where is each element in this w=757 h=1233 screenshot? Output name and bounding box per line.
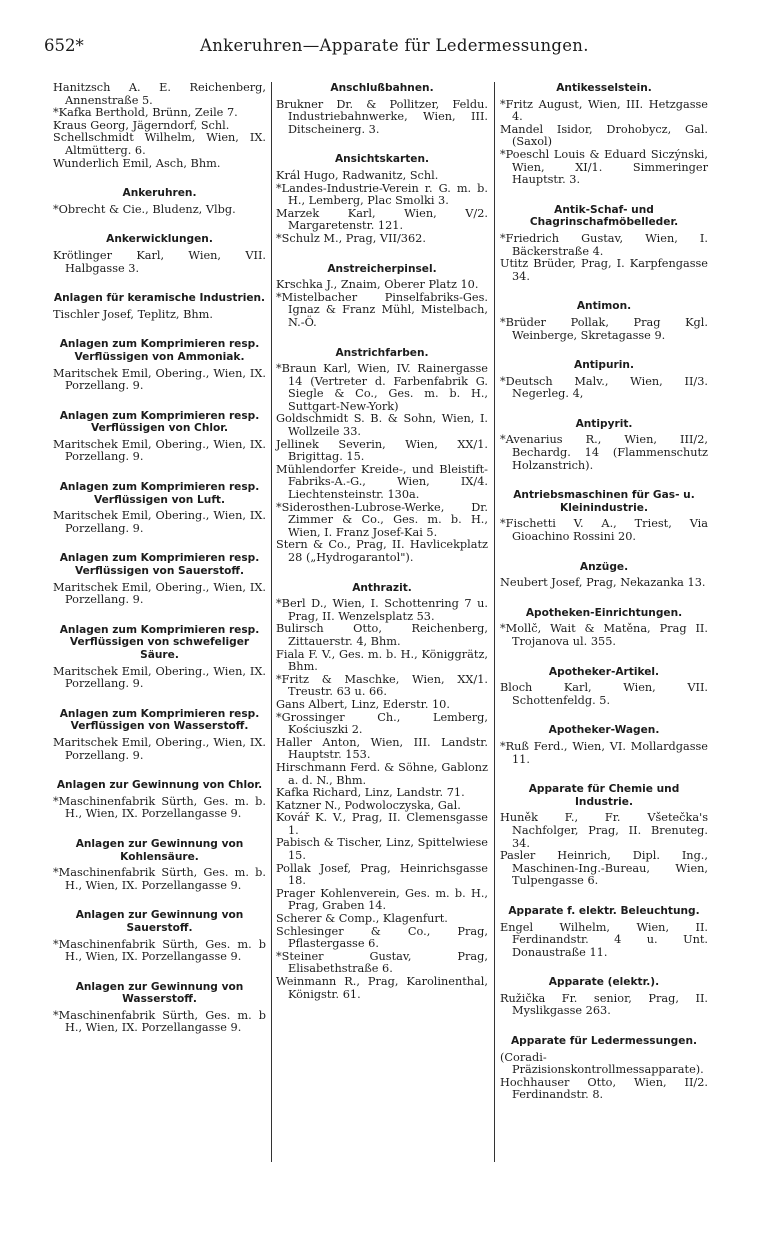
section-heading: Anlagen zum Komprimieren resp. Verflüssigen von Wasserstoff. bbox=[59, 707, 260, 733]
directory-entry: *Obrecht & Cie., Bludenz, Vlbg. bbox=[53, 202, 236, 216]
section-heading: Ankeruhren. bbox=[122, 187, 197, 200]
directory-entry: Pabisch & Tischer, Linz, Spittelwiese 15. bbox=[276, 836, 488, 863]
section-heading: Anlagen zur Gewinnung von Kohlensäure. bbox=[75, 837, 244, 863]
directory-entry: Weinmann R., Prag, Karolinenthal, Königstr. 61. bbox=[276, 975, 488, 1001]
directory-entry: Maritschek Emil, Obering., Wien, IX. Porzellang. 9. bbox=[53, 664, 266, 691]
directory-entry: Stern & Co., Prag, II. Havlicekplatz 28 („Hydrogarantol"). bbox=[276, 538, 488, 564]
directory-entry: *Brüder Pollak, Prag Kgl. Weinberge, Skretagasse 9. bbox=[500, 315, 708, 342]
directory-entry: Kovář K. V., Prag, II. Clemensgasse 1. bbox=[276, 811, 488, 837]
page-header bbox=[0, 36, 757, 60]
directory-entry: Schlesinger & Co., Prag, Pflastergasse 6. bbox=[276, 924, 488, 951]
directory-entry: Hanitzsch A. E. Reichenberg, Annenstraße 5. bbox=[53, 81, 266, 107]
directory-entry: Gans Albert, Linz, Ederstr. 10. bbox=[276, 697, 450, 711]
directory-entry: Prager Kohlenverein, Ges. m. b. H., Prag, Graben 14. bbox=[276, 886, 488, 913]
directory-entry: Ružička Fr. senior, Prag, II. Myslikgasse 263. bbox=[500, 991, 708, 1018]
section-heading: Antikesselstein. bbox=[556, 82, 652, 94]
directory-entry: Kafka Richard, Linz, Landstr. 71. bbox=[276, 786, 465, 800]
page-number: 652* bbox=[44, 36, 84, 55]
directory-entry: Král Hugo, Radwanitz, Schl. bbox=[276, 168, 439, 182]
directory-entry: Goldschmidt S. B. & Sohn, Wien, I. Wollzeile 33. bbox=[276, 412, 488, 439]
section-heading: Ankerwicklungen. bbox=[106, 233, 213, 246]
directory-entry: Bulirsch Otto, Reichenberg, Zittauerstr. 4, Bhm. bbox=[276, 622, 488, 648]
column-left bbox=[53, 82, 266, 1035]
directory-entry: Maritschek Emil, Obering., Wien, IX. Porzellang. 9. bbox=[53, 366, 266, 393]
section-heading: Antik-Schaf- und Chagrinschafmöbelleder. bbox=[529, 203, 679, 229]
directory-entry: Wunderlich Emil, Asch, Bhm. bbox=[53, 156, 221, 170]
directory-entry: Brukner Dr. & Pollitzer, Feldu. Industriebahnwerke, Wien, III. Ditscheinerg. 3. bbox=[276, 97, 488, 136]
directory-entry: *Fritz August, Wien, III. Hetzgasse 4. bbox=[500, 97, 708, 124]
section-heading: Antipurin. bbox=[574, 359, 634, 372]
section-heading: Apotheker-Wagen. bbox=[548, 724, 660, 737]
section-heading: Anlagen für keramische Industrien. bbox=[53, 292, 266, 305]
directory-entry: *Mistelbacher Pinselfabriks-Ges. Ignaz & Franz Mühl, Mistelbach, N.-Ö. bbox=[276, 290, 488, 329]
directory-entry: (Coradi-Präzisionskontrollmessapparate). bbox=[500, 1050, 704, 1077]
directory-entry: Huněk F., Fr. Všetečka's Nachfolger, Prag, II. Brenuteg. 34. bbox=[500, 811, 708, 850]
section-heading: Apparate (elektr.). bbox=[548, 976, 660, 989]
directory-entry: Hirschmann Ferd. & Söhne, Gablonz a. d. N., Bhm. bbox=[276, 760, 488, 787]
section-heading: Anschlußbahnen. bbox=[330, 82, 434, 94]
directory-entry: *Maschinenfabrik Sürth, Ges. m. b H., Wien, IX. Porzellangasse 9. bbox=[53, 937, 266, 964]
section-heading: Anstreicherpinsel. bbox=[327, 262, 437, 275]
section-heading: Apotheker-Artikel. bbox=[548, 665, 660, 678]
directory-entry: Kraus Georg, Jägerndorf, Schl. bbox=[53, 118, 230, 132]
directory-entry: Krschka J., Znaim, Oberer Platz 10. bbox=[276, 278, 479, 292]
directory-entry: *Ruß Ferd., Wien, VI. Mollardgasse 11. bbox=[500, 739, 708, 766]
directory-entry: *Berl D., Wien, I. Schottenring 7 u. Prag, II. Wenzelsplatz 53. bbox=[276, 597, 488, 623]
directory-entry: *Grossinger Ch., Lemberg, Kościuszki 2. bbox=[276, 710, 488, 737]
section-heading: Anstrichfarben. bbox=[335, 346, 429, 359]
section-heading: Anlagen zur Gewinnung von Sauerstoff. bbox=[75, 909, 244, 934]
directory-entry: *Mollč, Wait & Matěna, Prag II. Trojanova ul. 355. bbox=[500, 622, 708, 648]
section-heading: Antriebsmaschinen für Gas- u. Kleinindustrie. bbox=[513, 489, 695, 514]
directory-entry: Neubert Josef, Prag, Nekazanka 13. bbox=[500, 576, 706, 590]
column-middle bbox=[276, 82, 488, 1001]
directory-entry: Maritschek Emil, Obering., Wien, IX. Porzellang. 9. bbox=[53, 437, 266, 464]
column-rule-right bbox=[494, 82, 495, 1162]
section-heading: Apotheken-Einrichtungen. bbox=[525, 606, 683, 619]
directory-entry: Jellinek Severin, Wien, XX/1. Brigittag. 15. bbox=[276, 437, 488, 464]
section-heading: Anlagen zum Komprimieren resp. Verflüssigen von Luft. bbox=[59, 481, 260, 506]
directory-entry: Utitz Brüder, Prag, I. Karpfengasse 34. bbox=[500, 257, 708, 283]
section-heading: Anlagen zur Gewinnung von Chlor. bbox=[56, 779, 263, 792]
directory-entry: *Deutsch Malv., Wien, II/3. Negerleg. 4, bbox=[500, 374, 708, 401]
section-heading: Antimon. bbox=[576, 300, 632, 313]
column-right bbox=[500, 82, 708, 1102]
section-heading: Anlagen zum Komprimieren resp. Verflüssigen von Chlor. bbox=[59, 409, 260, 435]
directory-entry: Maritschek Emil, Obering., Wien, IX. Porzellang. 9. bbox=[53, 509, 266, 535]
section-heading: Anlagen zum Komprimieren resp. Verflüssigen von schwefeliger Säure. bbox=[59, 623, 260, 661]
directory-entry: *Siderosthen-Lubrose-Werke, Dr. Zimmer & Co., Ges. m. b. H., Wien, I. Franz Josef-Kai 5. bbox=[276, 500, 488, 539]
directory-entry: Maritschek Emil, Obering., Wien, IX. Porzellang. 9. bbox=[53, 735, 266, 762]
directory-entry: *Maschinenfabrik Sürth, Ges. m. b. H., Wien, IX. Porzellangasse 9. bbox=[53, 866, 266, 892]
directory-entry: Scherer & Comp., Klagenfurt. bbox=[276, 912, 448, 926]
column-rule-left bbox=[271, 82, 272, 1162]
directory-entry: Tischler Josef, Teplitz, Bhm. bbox=[53, 307, 213, 321]
directory-entry: Maritschek Emil, Obering., Wien, IX. Porzellang. 9. bbox=[53, 580, 266, 607]
directory-entry: *Fischetti V. A., Triest, Via Gioachino Rossini 20. bbox=[500, 517, 708, 544]
section-heading: Anzüge. bbox=[579, 560, 629, 573]
directory-entry: Hochhauser Otto, Wien, II/2. Ferdinandstr. 8. bbox=[500, 1075, 708, 1102]
section-heading: Anlagen zum Komprimieren resp. Verflüssigen von Sauerstoff. bbox=[59, 552, 260, 578]
directory-entry: *Avenarius R., Wien, III/2, Bechardg. 14 (Flammenschutz Holzanstrich). bbox=[500, 433, 708, 472]
directory-entry: *Maschinenfabrik Sürth, Ges. m. b H., Wien, IX. Porzellangasse 9. bbox=[53, 1008, 266, 1035]
directory-entry: *Kafka Berthold, Brünn, Zeile 7. bbox=[53, 106, 238, 120]
directory-entry: Katzner N., Podwoloczyska, Gal. bbox=[276, 798, 461, 812]
directory-entry: *Maschinenfabrik Sürth, Ges. m. b. H., Wien, IX. Porzellangasse 9. bbox=[53, 794, 266, 821]
directory-entry: Pasler Heinrich, Dipl. Ing., Maschinen-Ing.-Bureau, Wien, Tulpengasse 6. bbox=[500, 849, 708, 888]
section-heading: Anthrazit. bbox=[352, 581, 412, 594]
directory-entry: *Steiner Gustav, Prag, Elisabethstraße 6. bbox=[276, 949, 488, 976]
directory-entry: *Friedrich Gustav, Wien, I. Bäckerstraße 4. bbox=[500, 231, 708, 258]
directory-entry: Marzek Karl, Wien, V/2. Margaretenstr. 121. bbox=[276, 206, 488, 233]
section-heading: Apparate f. elektr. Beleuchtung. bbox=[508, 904, 700, 917]
section-heading: Apparate für Chemie und Industrie. bbox=[528, 783, 680, 808]
section-heading: Anlagen zum Komprimieren resp. Verflüssigen von Ammoniak. bbox=[59, 338, 260, 363]
directory-entry: Bloch Karl, Wien, VII. Schottenfeldg. 5. bbox=[500, 681, 708, 707]
directory-entry: Engel Wilhelm, Wien, II. Ferdinandstr. 4 u. Unt. Donaustraße 11. bbox=[500, 920, 708, 959]
directory-entry: *Braun Karl, Wien, IV. Rainergasse 14 (Vertreter d. Farbenfabrik G. Siegle & Co., Ges. m. b. H., Suttgart-New-York) bbox=[276, 362, 488, 413]
running-title: Ankeruhren—Apparate für Ledermessungen. bbox=[200, 36, 589, 55]
section-heading: Anlagen zur Gewinnung von Wasserstoff. bbox=[75, 980, 244, 1006]
directory-entry: Haller Anton, Wien, III. Landstr. Hauptstr. 153. bbox=[276, 735, 488, 762]
directory-entry: *Fritz & Maschke, Wien, XX/1. Treustr. 63 u. 66. bbox=[276, 672, 488, 699]
directory-entry: Krötlinger Karl, Wien, VII. Halbgasse 3. bbox=[53, 248, 266, 275]
directory-entry: Pollak Josef, Prag, Heinrichsgasse 18. bbox=[276, 861, 488, 888]
directory-entry: Schellschmidt Wilhelm, Wien, IX. Altmütterg. 6. bbox=[53, 131, 266, 157]
section-heading: Apparate für Ledermessungen. bbox=[510, 1035, 698, 1048]
directory-entry: Mühlendorfer Kreide-, und Bleistift-Fabriks-A.-G., Wien, IX/4. Liechtensteinstr. 130a. bbox=[276, 462, 488, 502]
directory-entry: *Landes-Industrie-Verein r. G. m. b. H., Lemberg, Plac Smolki 3. bbox=[276, 181, 488, 208]
directory-entry: *Poeschl Louis & Eduard Siczýnski, Wien, XI/1. Simmeringer Hauptstr. 3. bbox=[500, 147, 708, 187]
directory-entry: Fiala F. V., Ges. m. b. H., Königgrätz, Bhm. bbox=[276, 647, 488, 674]
section-heading: Ansichtskarten. bbox=[334, 153, 430, 166]
directory-entry: *Schulz M., Prag, VII/362. bbox=[276, 231, 426, 245]
section-heading: Antipyrit. bbox=[575, 417, 633, 430]
directory-entry: Mandel Isidor, Drohobycz, Gal. (Saxol) bbox=[500, 122, 708, 149]
